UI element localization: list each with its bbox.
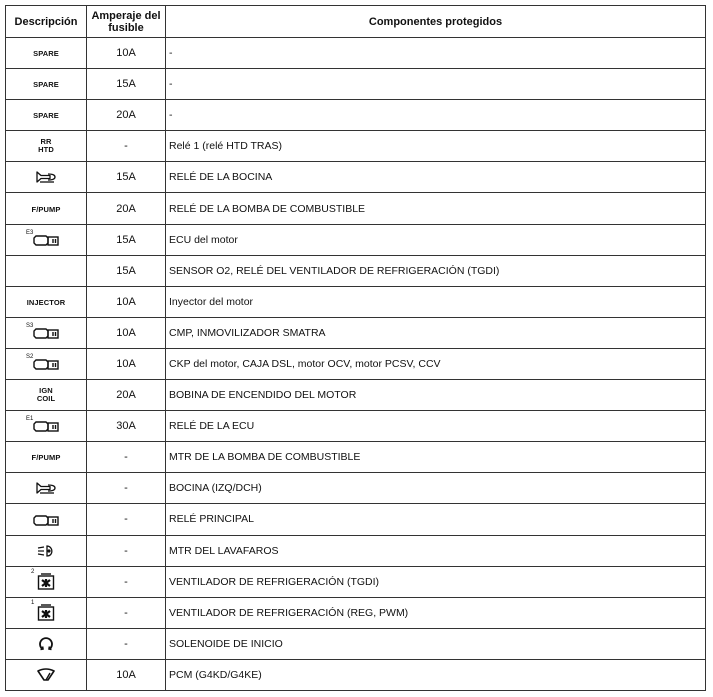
fuse-code-line1: RR [40, 137, 52, 147]
amperage-cell: 15A [87, 69, 166, 100]
component-cell: SOLENOIDE DE INICIO [166, 628, 706, 659]
table-row [6, 473, 706, 504]
amperage-cell: 10A [87, 348, 166, 379]
headlamp-washer-icon [36, 544, 56, 558]
engine-icon [32, 514, 60, 526]
engine-index-label: S3 [26, 322, 34, 329]
component-cell: RELÉ PRINCIPAL [166, 504, 706, 535]
table-row [6, 193, 706, 224]
fuse-code: SPARE [33, 111, 59, 121]
component-cell: ECU del motor [166, 224, 706, 255]
header-description: Descripción [6, 6, 87, 38]
table-row [6, 131, 706, 162]
table-row [6, 566, 706, 597]
amperage-cell: 10A [87, 659, 166, 690]
fuse-code: F/PUMP [31, 204, 61, 214]
amperage-cell: 15A [87, 224, 166, 255]
table-row [6, 411, 706, 442]
cooling-fan-icon [31, 600, 55, 621]
component-cell: RELÉ DE LA BOMBA DE COMBUSTIBLE [166, 193, 706, 224]
table-row [6, 504, 706, 535]
table-row [6, 162, 706, 193]
amperage-cell: 30A [87, 411, 166, 442]
component-cell: CKP del motor, CAJA DSL, motor OCV, motor PCSV, CCV [166, 348, 706, 379]
fuse-code-line2: COIL [36, 394, 56, 404]
table-row [6, 100, 706, 131]
fuse-table [5, 5, 706, 691]
table-row [6, 255, 706, 286]
engine-index-label: E3 [26, 229, 34, 236]
table-row [6, 38, 706, 69]
fuse-code-line2: HTD [38, 145, 54, 155]
engine-icon [26, 416, 60, 432]
amperage-cell: 15A [87, 255, 166, 286]
amperage-cell: 20A [87, 100, 166, 131]
wiper-icon [36, 668, 56, 682]
fan-index-label: 2 [31, 569, 35, 576]
fuse-code: SPARE [33, 49, 59, 59]
amperage-cell: - [87, 628, 166, 659]
fuse-code: F/PUMP [31, 453, 61, 463]
fuse-code-line1: IGN [39, 386, 53, 396]
empty-description-cell [6, 255, 87, 286]
component-cell: - [166, 38, 706, 69]
component-cell: MTR DE LA BOMBA DE COMBUSTIBLE [166, 442, 706, 473]
component-cell: VENTILADOR DE REFRIGERACIÓN (REG, PWM) [166, 597, 706, 628]
table-row [6, 442, 706, 473]
engine-index-label: S2 [26, 354, 34, 361]
engine-icon [26, 354, 60, 370]
component-cell: CMP, INMOVILIZADOR SMATRA [166, 317, 706, 348]
horn-icon [35, 481, 57, 495]
table-row [6, 69, 706, 100]
table-row [6, 659, 706, 690]
header-amperage: Amperaje del fusible [87, 6, 166, 38]
component-cell: BOBINA DE ENCENDIDO DEL MOTOR [166, 380, 706, 411]
table-row [6, 348, 706, 379]
cooling-fan-icon [31, 569, 55, 590]
amperage-cell: 10A [87, 317, 166, 348]
fan-index-label: 1 [31, 600, 35, 607]
component-cell: RELÉ DE LA ECU [166, 411, 706, 442]
amperage-cell: - [87, 566, 166, 597]
horn-icon [35, 170, 57, 184]
table-header-row [6, 6, 706, 38]
engine-index-label: E1 [26, 416, 34, 423]
amperage-cell: 20A [87, 380, 166, 411]
table-row [6, 317, 706, 348]
amperage-cell: - [87, 597, 166, 628]
component-cell: - [166, 100, 706, 131]
amperage-cell: - [87, 473, 166, 504]
table-row [6, 535, 706, 566]
amperage-cell: 10A [87, 38, 166, 69]
table-row [6, 286, 706, 317]
table-row [6, 380, 706, 411]
engine-icon [26, 229, 60, 246]
amperage-cell: - [87, 504, 166, 535]
amperage-cell: 10A [87, 286, 166, 317]
amperage-cell: 20A [87, 193, 166, 224]
component-cell: MTR DEL LAVAFAROS [166, 535, 706, 566]
component-cell: Relé 1 (relé HTD TRAS) [166, 131, 706, 162]
starter-icon [38, 636, 54, 652]
amperage-cell: 15A [87, 162, 166, 193]
component-cell: PCM (G4KD/G4KE) [166, 659, 706, 690]
amperage-cell: - [87, 131, 166, 162]
engine-icon [26, 322, 60, 339]
table-row [6, 597, 706, 628]
header-components: Componentes protegidos [166, 6, 706, 38]
fuse-code: SPARE [33, 80, 59, 90]
component-cell: Inyector del motor [166, 286, 706, 317]
component-cell: RELÉ DE LA BOCINA [166, 162, 706, 193]
amperage-cell: - [87, 442, 166, 473]
table-row [6, 224, 706, 255]
component-cell: SENSOR O2, RELÉ DEL VENTILADOR DE REFRIGERACIÓN (TGDI) [166, 255, 706, 286]
fuse-code: INJECTOR [26, 297, 66, 307]
component-cell: BOCINA (IZQ/DCH) [166, 473, 706, 504]
table-row [6, 628, 706, 659]
component-cell: VENTILADOR DE REFRIGERACIÓN (TGDI) [166, 566, 706, 597]
amperage-cell: - [87, 535, 166, 566]
component-cell: - [166, 69, 706, 100]
